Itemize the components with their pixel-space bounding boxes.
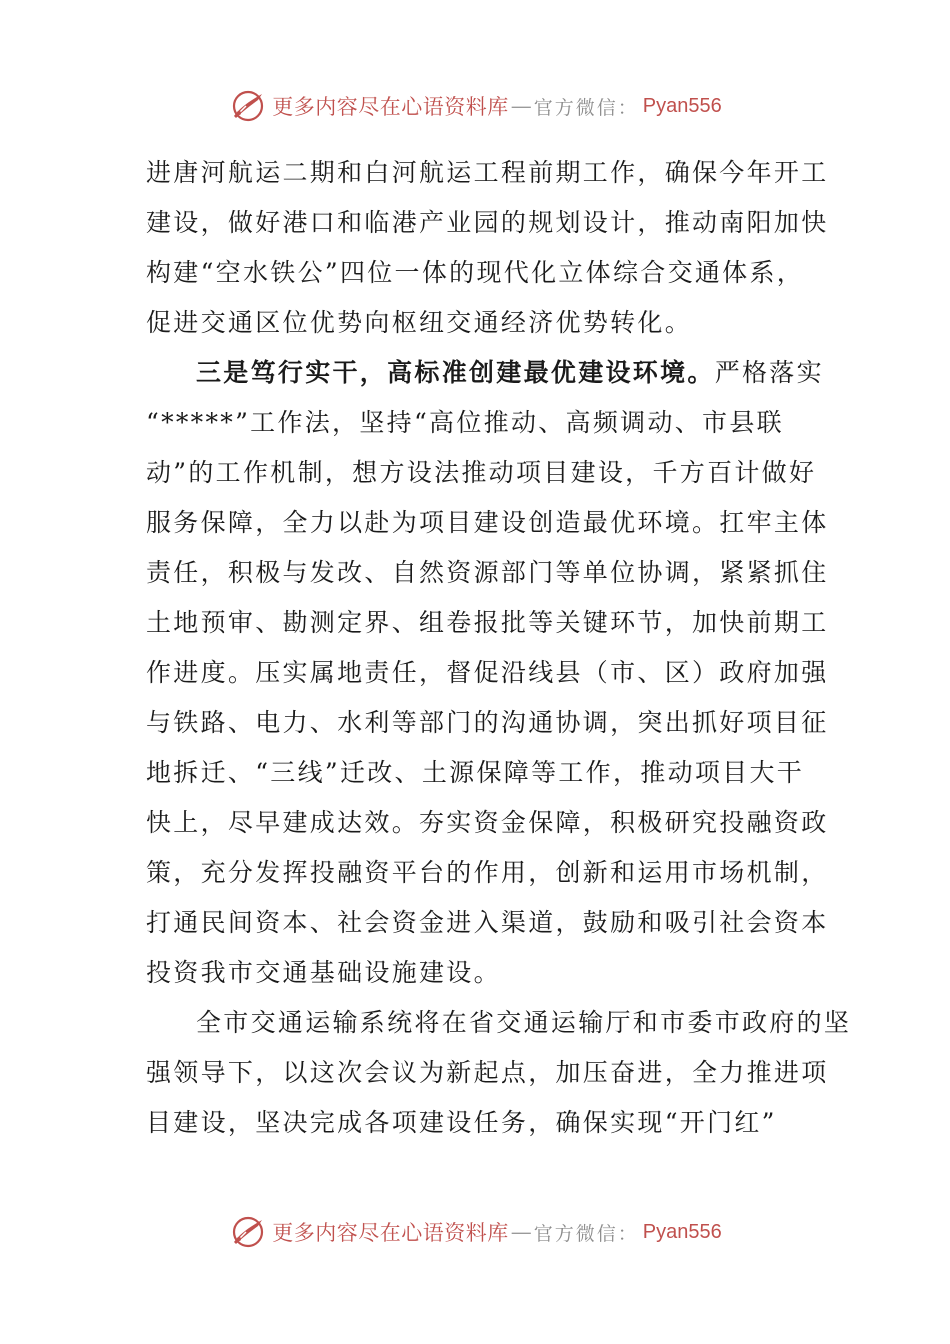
header-banner [0, 80, 950, 132]
section-heading: 三是笃行实干，高标准创建最优建设环境。 [196, 358, 715, 387]
document-body [146, 148, 852, 1148]
pen-nib-logo-icon [228, 86, 268, 126]
body-line: “*****”工作法，坚持“高位推动、高频调动、市县联 [146, 408, 784, 437]
body-line: 服务保障，全力以赴为项目建设创造最优环境。扛牢主体 [146, 508, 829, 537]
body-line: 快上，尽早建成达效。夯实资金保障，积极研究投融资政 [146, 808, 829, 837]
banner-separator: — [510, 94, 532, 118]
body-line: 目建设，坚决完成各项建设任务，确保实现“开门红” [146, 1108, 777, 1137]
body-line: 构建“空水铁公”四位一体的现代化立体综合交通体系， [146, 258, 805, 287]
body-line: 强领导下，以这次会议为新起点，加压奋进，全力推进项 [146, 1058, 829, 1087]
banner-wechat-id: Pyan556 [642, 1220, 722, 1243]
body-line: 土地预审、勘测定界、组卷报批等关键环节，加快前期工 [146, 608, 829, 637]
footer-banner [0, 1206, 950, 1258]
banner-separator: — [510, 1220, 532, 1244]
banner-wechat-id: Pyan556 [642, 94, 722, 117]
body-line: 全市交通运输系统将在省交通运输厅和市委市政府的坚 [196, 1008, 852, 1037]
banner-brand-text: 更多内容尽在心语资料库 [272, 95, 509, 119]
body-line: 责任，积极与发改、自然资源部门等单位协调，紧紧抓住 [146, 558, 829, 587]
body-text: 严格落实 [714, 358, 824, 387]
banner-wechat-label: 官方微信： [533, 96, 639, 119]
paragraph-heading-line [146, 348, 824, 398]
banner-brand-text: 更多内容尽在心语资料库 [272, 1221, 509, 1245]
body-line: 促进交通区位优势向枢纽交通经济优势转化。 [146, 308, 693, 337]
body-line: 地拆迁、“三线”迁改、土源保障等工作，推动项目大干 [146, 758, 805, 787]
body-line: 建设，做好港口和临港产业园的规划设计，推动南阳加快 [146, 208, 829, 237]
body-line: 动”的工作机制，想方设法推动项目建设，千方百计做好 [146, 458, 817, 487]
pen-nib-logo-icon [228, 1212, 268, 1252]
body-line: 投资我市交通基础设施建设。 [146, 958, 501, 987]
body-line: 策，充分发挥投融资平台的作用，创新和运用市场机制， [146, 858, 829, 887]
body-line: 打通民间资本、社会资金进入渠道，鼓励和吸引社会资本 [146, 908, 829, 937]
banner-wechat-label: 官方微信： [533, 1222, 639, 1245]
body-line: 作进度。压实属地责任，督促沿线县（市、区）政府加强 [146, 658, 829, 687]
body-line: 进唐河航运二期和白河航运工程前期工作，确保今年开工 [146, 158, 829, 187]
body-line: 与铁路、电力、水利等部门的沟通协调，突出抓好项目征 [146, 708, 829, 737]
